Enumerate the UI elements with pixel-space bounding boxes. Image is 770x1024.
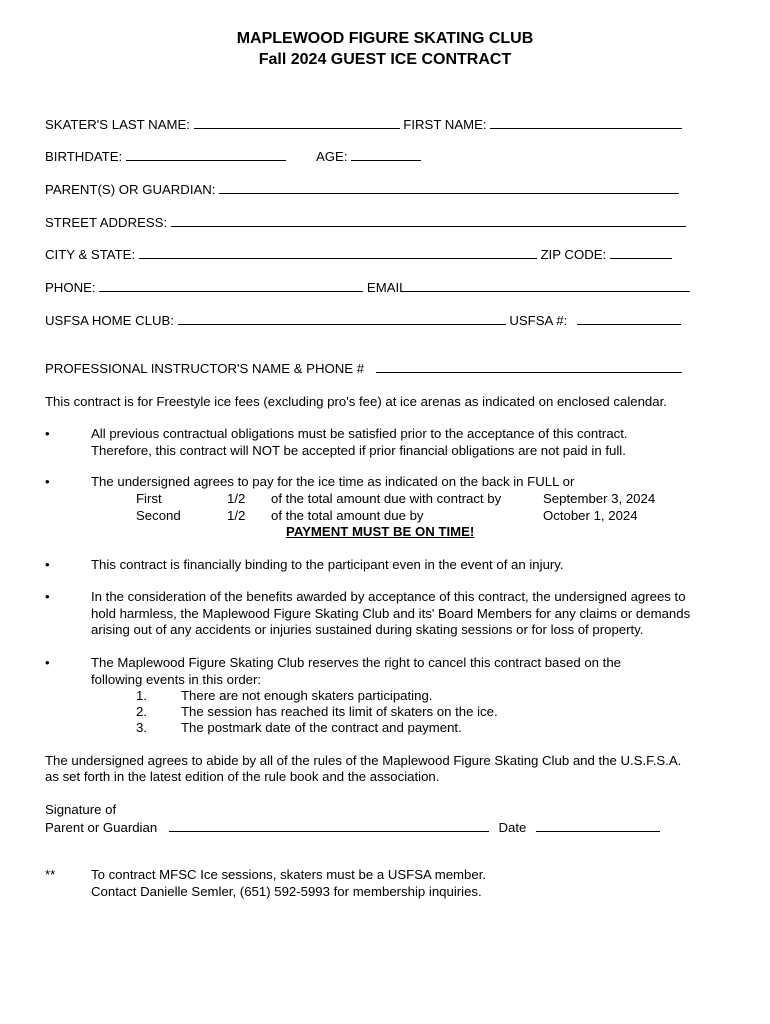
club-name-heading: MAPLEWOOD FIGURE SKATING CLUB [236, 30, 534, 47]
date-field[interactable] [536, 819, 660, 832]
bullet-marker: • [45, 557, 50, 572]
bullet-text-line: In the consideration of the benefits awarded by acceptance of this contract, the undersigned agrees to [91, 589, 686, 604]
bullet-financially-binding: This contract is financially binding to the participant even in the event of an injury. [91, 557, 564, 572]
zip-field[interactable] [610, 246, 672, 259]
instructor-label: PROFESSIONAL INSTRUCTOR'S NAME & PHONE # [45, 361, 365, 376]
first-name-label: FIRST NAME: [403, 117, 487, 132]
city-state-label: CITY & STATE: [45, 247, 136, 262]
event-item [136, 704, 147, 720]
home-club-row [45, 312, 681, 329]
bullet-marker: • [45, 474, 50, 489]
event-item [136, 688, 147, 704]
bullet-text-line: hold harmless, the Maplewood Figure Skating Club and its' Board Members for any claims or demands [91, 605, 691, 621]
event-item [136, 720, 147, 736]
birthdate-label: BIRTHDATE: [45, 149, 123, 164]
last-name-field[interactable] [194, 116, 400, 129]
signature-label: Signature of [45, 802, 117, 817]
bullet-payment-terms [91, 474, 574, 491]
agreement-line: The undersigned agrees to abide by all of the rules of the Maplewood Figure Skating Club and the U.S.F.S.A. [45, 753, 682, 768]
installment-date: October 1, 2024 [543, 508, 638, 523]
footnote-line: Contact Danielle Semler, (651) 592-5993 for membership inquiries. [91, 884, 482, 899]
bullet-text-line: following events in this order: [91, 671, 262, 687]
city-state-field[interactable] [139, 246, 537, 259]
bullet-marker: • [45, 589, 50, 604]
signature-row [45, 819, 660, 836]
first-name-field[interactable] [490, 116, 682, 129]
bullet-hold-harmless [91, 589, 690, 639]
signature-label-guardian: Parent or Guardian [45, 820, 158, 835]
last-name-label: SKATER'S LAST NAME: [45, 117, 190, 132]
birthdate-row [45, 148, 286, 165]
installment-label: First [136, 491, 162, 506]
bullet-text-line: Therefore, this contract will NOT be accepted if prior financial obligations are not paid in full. [91, 442, 626, 458]
footnote-line: To contract MFSC Ice sessions, skaters must be a USFSA member. [91, 867, 487, 882]
installment-text: of the total amount due with contract by [271, 491, 502, 506]
age-field[interactable] [351, 148, 421, 161]
birthdate-field[interactable] [126, 148, 286, 161]
instructor-row [45, 360, 682, 377]
installment-fraction: 1/2 [227, 491, 246, 506]
bullet-text-line: arising out of any accidents or injuries sustained during skating sessions or for loss of property. [91, 622, 644, 637]
installment-label: Second [136, 508, 181, 523]
event-text: The session has reached its limit of skaters on the ice. [181, 704, 498, 719]
agreement-line: as set forth in the latest edition of the rule book and the association. [45, 769, 440, 784]
event-number: 2. [136, 704, 147, 719]
event-text: There are not enough skaters participating. [181, 688, 433, 703]
parent-label: PARENT(S) OR GUARDIAN: [45, 182, 216, 197]
instructor-field[interactable] [376, 360, 682, 373]
event-number: 1. [136, 688, 147, 703]
bullet-marker: • [45, 655, 50, 670]
bullet-text-line: All previous contractual obligations must be satisfied prior to the acceptance of this contract. [91, 426, 628, 441]
installment-fraction: 1/2 [227, 508, 246, 523]
bullet-text-line: The undersigned agrees to pay for the ice time as indicated on the back in FULL or [91, 474, 575, 489]
bullet-cancel-rights [91, 655, 621, 688]
bullet-marker: • [45, 426, 50, 441]
last-name-row [45, 116, 682, 133]
intro-text: This contract is for Freestyle ice fees (excluding pro's fee) at ice arenas as indicated on enclosed calendar. [45, 394, 667, 409]
installment-date: September 3, 2024 [543, 491, 656, 506]
payment-notice: PAYMENT MUST BE ON TIME! [286, 524, 475, 539]
phone-label: PHONE: [45, 280, 96, 295]
street-label: STREET ADDRESS: [45, 215, 168, 230]
signature-field[interactable] [169, 819, 489, 832]
phone-row [45, 279, 690, 296]
event-text: The postmark date of the contract and payment. [181, 720, 462, 735]
bullet-text-line: The Maplewood Figure Skating Club reserves the right to cancel this contract based on the [91, 655, 621, 670]
event-number: 3. [136, 720, 147, 735]
phone-field[interactable] [99, 279, 363, 292]
email-field[interactable] [406, 279, 690, 292]
usfsa-number-field[interactable] [577, 312, 681, 325]
home-club-label: USFSA HOME CLUB: [45, 313, 174, 328]
usfsa-number-label: USFSA #: [509, 313, 568, 328]
email-label: EMAIL [366, 280, 407, 295]
date-label: Date [498, 820, 527, 835]
age-row [316, 148, 421, 165]
footnote-marker: ** [45, 867, 56, 882]
age-label: AGE: [316, 149, 348, 164]
home-club-field[interactable] [178, 312, 506, 325]
city-row [45, 246, 672, 263]
parent-field[interactable] [219, 181, 679, 194]
parent-row [45, 181, 679, 198]
zip-label: ZIP CODE: [540, 247, 607, 262]
street-row [45, 214, 686, 231]
contract-title: Fall 2024 GUEST ICE CONTRACT [258, 51, 512, 68]
bullet-prior-obligations [91, 426, 628, 459]
street-field[interactable] [171, 214, 686, 227]
installment-text: of the total amount due by [271, 508, 424, 523]
